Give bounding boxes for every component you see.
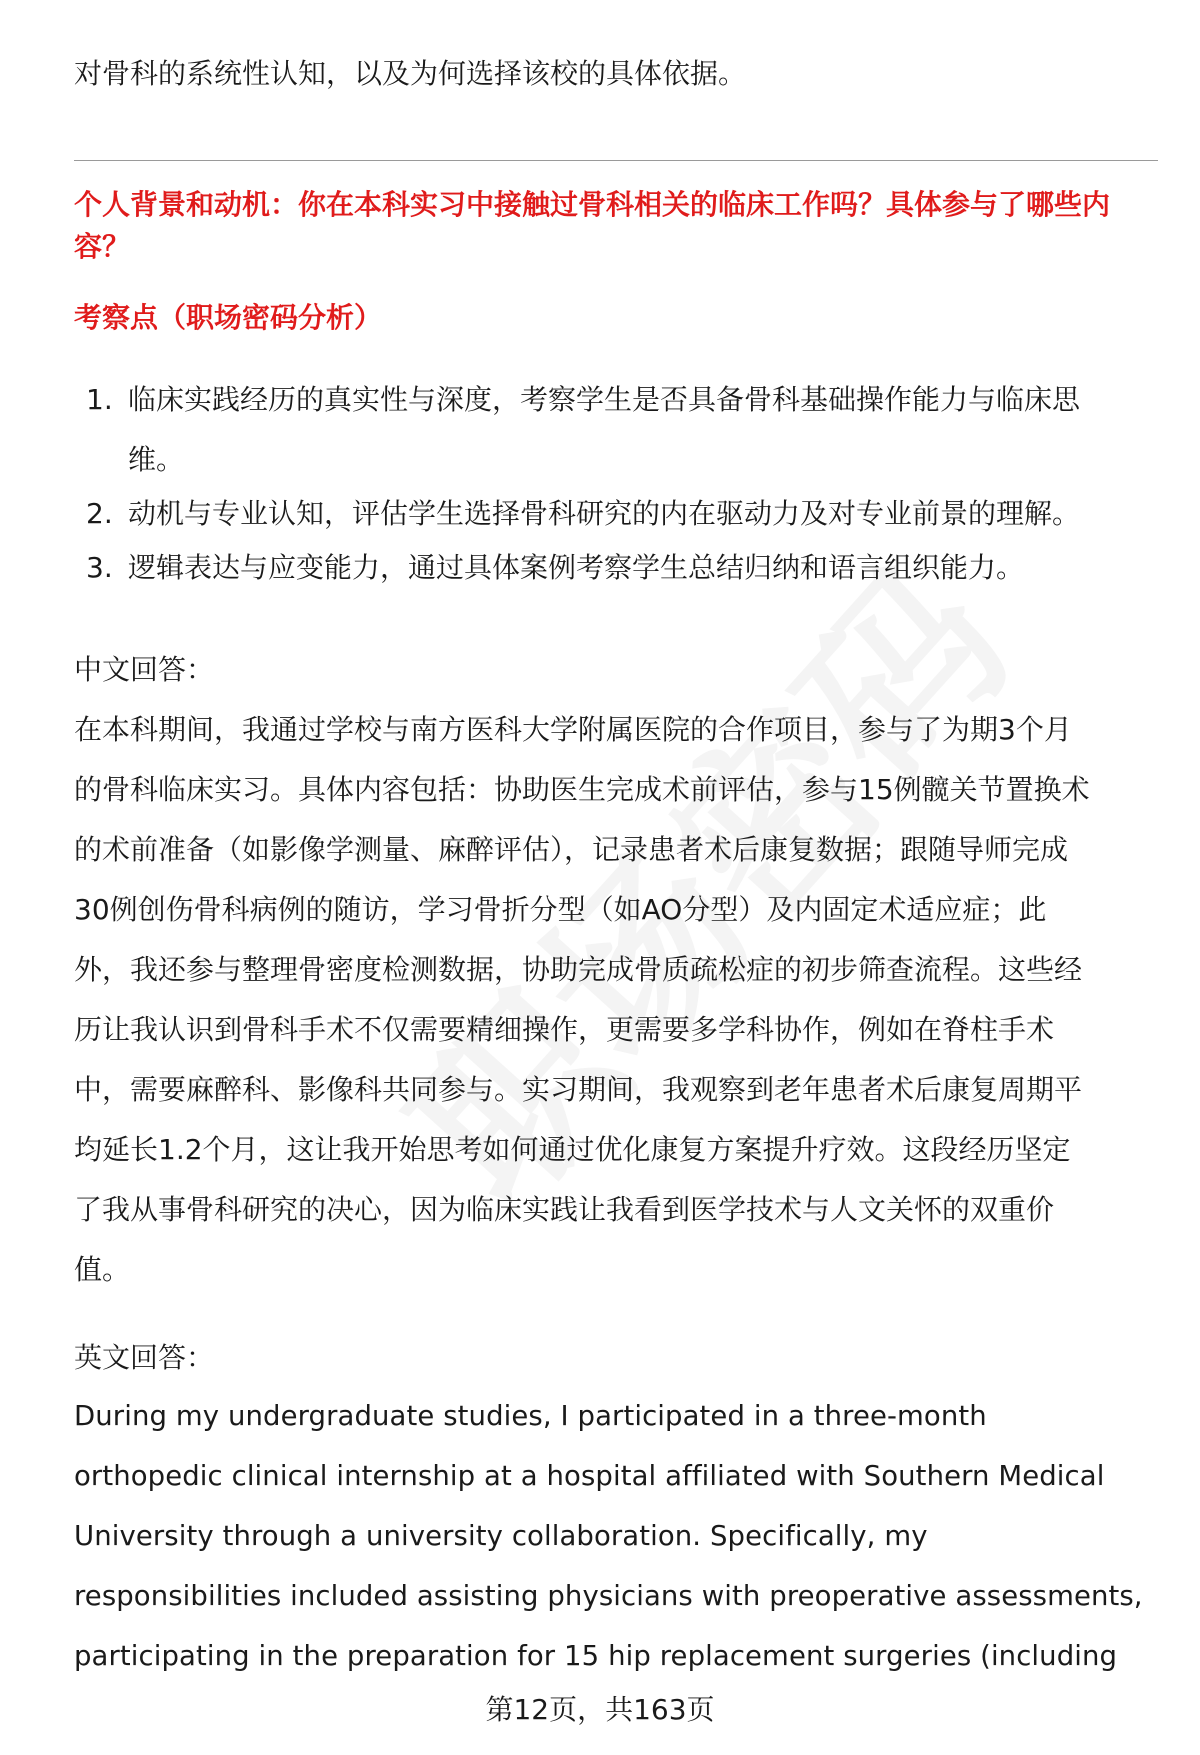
page-number-footer: 第12页，共163页 — [485, 1693, 715, 1726]
paragraph-line: responsibilities included assisting physicians with preoperative assessments, — [74, 1580, 1143, 1612]
analysis-item — [74, 370, 1158, 490]
question-heading: 个人背景和动机：你在本科实习中接触过骨科相关的临床工作吗？具体参与了哪些内容？ — [74, 188, 1111, 263]
analysis-item — [74, 484, 1158, 544]
analysis-item-line: 逻辑表达与应变能力，通过具体案例考察学生总结归纳和语言组织能力。 — [128, 551, 1025, 584]
paragraph-line: 中，需要麻醉科、影像科共同参与。实习期间，我观察到老年患者术后康复周期平 — [74, 1073, 1083, 1106]
paragraph-line: 外，我还参与整理骨密度检测数据，协助完成骨质疏松症的初步筛查流程。这些经 — [74, 953, 1083, 986]
list-number: 1. — [86, 383, 113, 416]
list-number: 2. — [86, 497, 113, 530]
analysis-item-line: 临床实践经历的真实性与深度，考察学生是否具备骨科基础操作能力与临床思 — [128, 383, 1081, 416]
paragraph-line: 了我从事骨科研究的决心，因为临床实践让我看到医学技术与人文关怀的双重价 — [74, 1193, 1055, 1226]
english-answer — [74, 1386, 1160, 1686]
paragraph-line: orthopedic clinical internship at a hospital affiliated with Southern Medical — [74, 1460, 1105, 1492]
paragraph-line: During my undergraduate studies, I participated in a three-month — [74, 1400, 987, 1432]
analysis-item — [74, 538, 1158, 598]
list-number: 3. — [86, 551, 113, 584]
paragraph-line: participating in the preparation for 15 hip replacement surgeries (including — [74, 1640, 1118, 1672]
chinese-answer — [74, 700, 1160, 1300]
paragraph-line: 在本科期间，我通过学校与南方医科大学附属医院的合作项目，参与了为期3个月 — [74, 713, 1072, 746]
english-answer-label: 英文回答： — [74, 1341, 215, 1374]
paragraph-line: 的骨科临床实习。具体内容包括：协助医生完成术前评估，参与15例髋关节置换术 — [74, 773, 1090, 806]
chinese-answer-label: 中文回答： — [74, 653, 215, 686]
paragraph-line: 均延长1.2个月，这让我开始思考如何通过优化康复方案提升疗效。这段经历坚定 — [74, 1133, 1071, 1166]
paragraph-line: 历让我认识到骨科手术不仅需要精细操作，更需要多学科协作，例如在脊柱手术 — [74, 1013, 1055, 1046]
analysis-list — [74, 370, 1158, 598]
analysis-heading: 考察点（职场密码分析） — [74, 301, 383, 334]
section-divider — [74, 160, 1158, 161]
paragraph-line: 的术前准备（如影像学测量、麻醉评估），记录患者术后康复数据；跟随导师完成 — [74, 833, 1069, 866]
paragraph-line: University through a university collaboration. Specifically, my — [74, 1520, 928, 1552]
analysis-item-line: 动机与专业认知，评估学生选择骨科研究的内在驱动力及对专业前景的理解。 — [128, 497, 1081, 530]
continuation-line: 对骨科的系统性认知，以及为何选择该校的具体依据。 — [74, 57, 747, 90]
analysis-item-line: 维。 — [128, 443, 185, 476]
paragraph-line: 值。 — [74, 1253, 131, 1286]
paragraph-line: 30例创伤骨科病例的随访，学习骨折分型（如AO分型）及内固定术适应症；此 — [74, 893, 1047, 926]
